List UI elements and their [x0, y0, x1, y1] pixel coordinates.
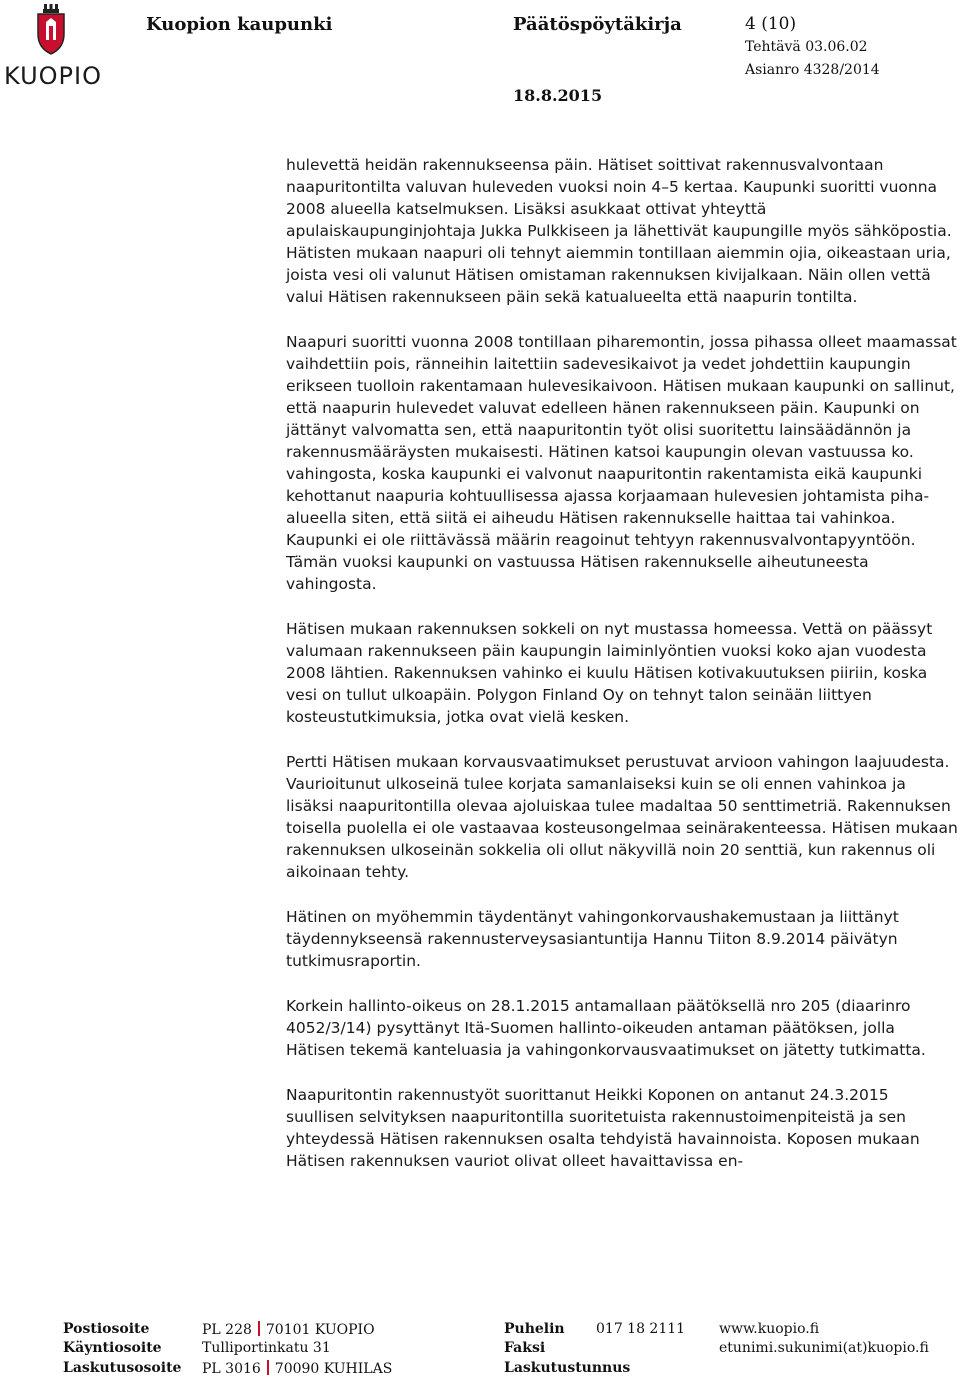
case-number: Asianro 4328/2014	[745, 62, 880, 78]
footer-billing-id-label: Laskutustunnus	[504, 1360, 631, 1376]
paragraph: Naapuritontin rakennustyöt suorittanut Heikki Koponen on antanut 24.3.2015 suullisen selvityksen naapuritontilla suoritetuista rakennustoimenpiteistä ja sen yhteydessä Hätisen rakennuksen osalta tehdyistä havainnoista. Koposen mukaan Hätisen rakennuksen vauriot olivat olleet havaittavissa en-	[286, 1086, 920, 1170]
coat-of-arms-icon	[36, 4, 66, 56]
document-type: Päätöspöytäkirja	[513, 14, 682, 35]
separator	[267, 1360, 269, 1375]
footer-email[interactable]: etunimi.sukunimi(at)kuopio.fi	[719, 1340, 929, 1356]
footer-billing-box: PL 3016	[202, 1361, 261, 1377]
paragraph: Naapuri suoritti vuonna 2008 tontillaan piharemontin, jossa pihassa olleet maamassat vaihdettiin pois, ränneihin laitettiin sadevesikaivot ja vedet johdettiin kaupungin erikseen tuolloin rakentamaan hulevesikaivoon. Hätisen mukaan kaupunki on sallinut, että naapurin hulevedet valuvat edelleen hänen rakennukseen päin. Kaupunki on jättänyt valvomatta sen, että naapuritontin työt olisi suoritettu lainsäädännön ja rakennusmääräysten mukaisesti. Hätinen katsoi kaupungin olevan vastuussa ko. vahingosta, koska kaupunki ei valvonut naapuritontin rakentamista eikä kaupunki kehottanut naapuria kohtuullisessa ajassa korjaamaan hulevesien johtamista piha-alueella siten, että siitä ei aiheudu Hätisen rakennukselle haittaa tai vahinkoa. Kaupunki ei ole riittävässä määrin reagoinut tehtyyn rakennusvalvontapyyntöön. Tämän vuoksi kaupunki on vastuussa Hätisen rakennukselle aiheutuneesta vahingosta.	[286, 333, 957, 593]
document-body	[286, 154, 958, 1195]
footer-billing-address	[202, 1360, 392, 1377]
footer-billing-label: Laskutusosoite	[63, 1360, 182, 1376]
organization-name: Kuopion kaupunki	[146, 14, 333, 35]
task-number: Tehtävä 03.06.02	[745, 39, 868, 55]
paragraph: Korkein hallinto-oikeus on 28.1.2015 antamallaan päätöksellä nro 205 (diaarinro 4052/3/14) pysyttänyt Itä-Suomen hallinto-oikeuden antaman päätöksen, jolla Hätisen tekemä kanteluasia ja vahingonkorvausvaatimukset on jätetty tutkimatta.	[286, 997, 926, 1059]
document-date: 18.8.2015	[513, 86, 603, 105]
footer-postal-address	[202, 1321, 375, 1338]
logo-wordmark: KUOPIO	[4, 62, 102, 90]
page-number: 4 (10)	[745, 14, 797, 34]
paragraph: hulevettä heidän rakennukseensa päin. Hätiset soittivat rakennusvalvontaan naapuritontilta valuvan huleveden vuoksi noin 4–5 kertaa. Kaupunki suoritti vuonna 2008 alueella katselmuksen. Lisäksi asukkaat ottivat yhteyttä apulaiskaupunginjohtaja Jukka Pulkkiseen ja lähettivät kaupungille myös sähköpostia. Hätisten mukaan naapuri oli tehnyt aiemmin tontillaan aiemmin ojia, oikeastaan uria, joista vesi oli valunut Hätisen omistaman rakennuksen kivijalkaan. Näin ollen vettä valui Hätisen rakennukseen päin sekä katualueelta että naapurin tontilta.	[286, 156, 952, 306]
footer-postal-box: PL 228	[202, 1322, 252, 1338]
footer-phone-label: Puhelin	[504, 1321, 565, 1337]
footer-postal-city: 70101 KUOPIO	[265, 1322, 375, 1338]
paragraph: Hätinen on myöhemmin täydentänyt vahingonkorvaushakemustaan ja liittänyt täydennykseensä rakennusterveysasiantuntija Hannu Tiiton 8.9.2014 päivätyn tutkimusraportin.	[286, 908, 899, 970]
footer-website[interactable]: www.kuopio.fi	[719, 1321, 820, 1337]
footer-phone: 017 18 2111	[596, 1321, 686, 1337]
footer-visit-address: Tulliportinkatu 31	[202, 1340, 331, 1356]
footer-fax-label: Faksi	[504, 1340, 546, 1356]
footer-postal-label: Postiosoite	[63, 1321, 150, 1337]
paragraph: Pertti Hätisen mukaan korvausvaatimukset perustuvat arvioon vahingon laajuudesta. Vaurioitunut ulkoseinä tulee korjata samanlaiseksi kuin se oli ennen vahinkoa ja lisäksi naapuritontilla olevaa ajoluiskaa tulee madaltaa 50 senttimetriä. Rakennuksen toisella puolella ei ole vastaavaa kosteusongelmaa seinärakenteessa. Hätisen mukaan rakennuksen ulkoseinän sokkelia oli ollut näkyvillä noin 20 senttiä, kun rakennus oli aikoinaan tehty.	[286, 753, 958, 881]
kuopio-logo	[4, 4, 100, 94]
footer-visit-label: Käyntiosoite	[63, 1340, 162, 1356]
footer-billing-city: 70090 KUHILAS	[274, 1361, 393, 1377]
paragraph: Hätisen mukaan rakennuksen sokkeli on nyt mustassa homeessa. Vettä on päässyt valumaan rakennukseen päin kaupungin laiminlyöntien vuoksi koko ajan vuodesta 2008 lähtien. Rakennuksen vahinko ei kuulu Hätisen kotivakuutuksen piiriin, koska vesi on tullut ulkoapäin. Polygon Finland Oy on tehnyt talon seinään liittyen kosteustutkimuksia, jotka ovat vielä kesken.	[286, 620, 933, 726]
separator	[258, 1321, 260, 1336]
